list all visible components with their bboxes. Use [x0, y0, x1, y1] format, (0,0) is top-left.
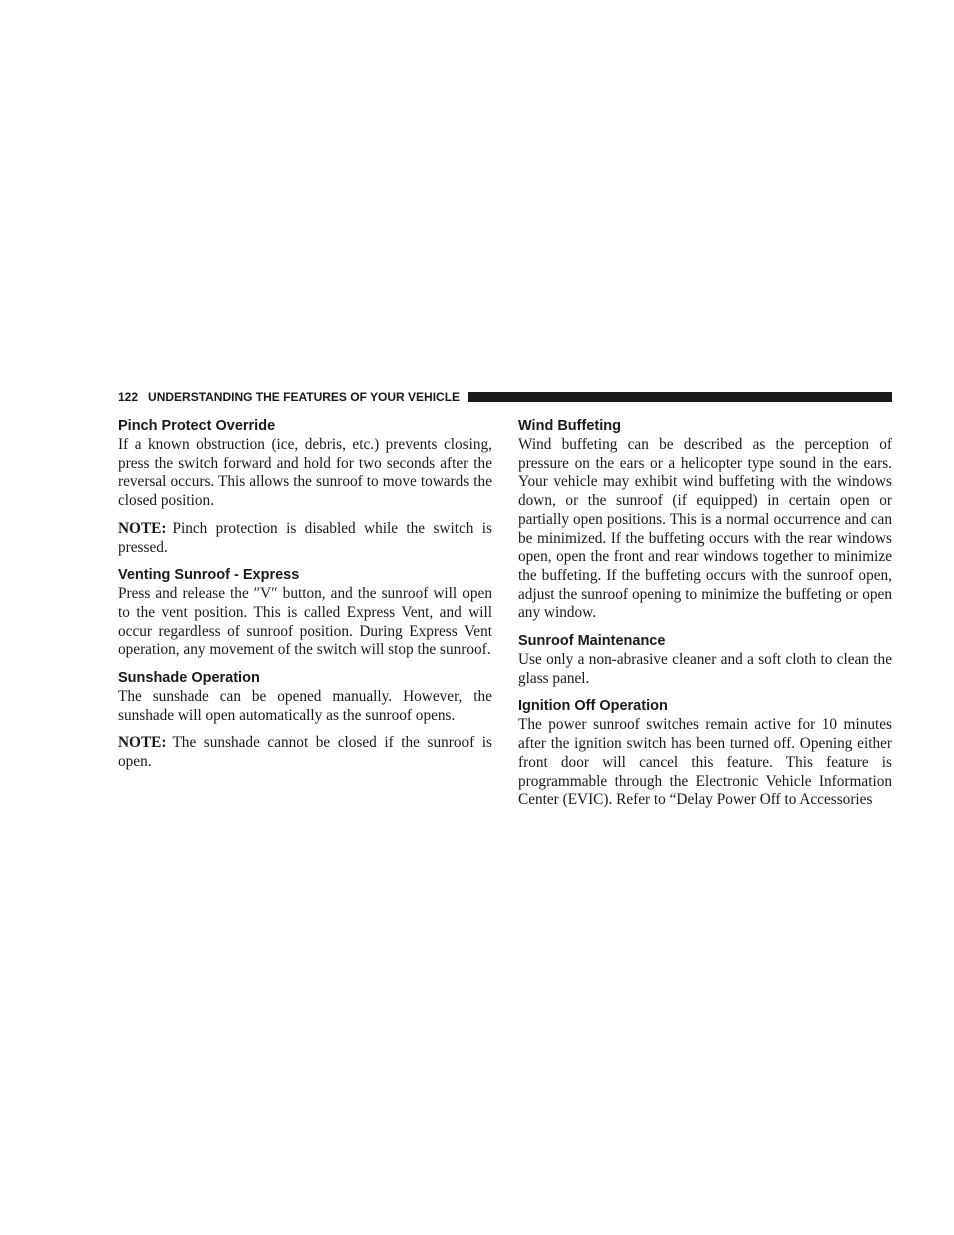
section-body: If a known obstruction (ice, debris, etc.) prevents closing, press the switch forward and hold for two seconds after the reversal occurs. This allows the sunroof to move towards the closed position. [118, 436, 492, 510]
right-column [518, 417, 892, 810]
header-rule [468, 392, 892, 402]
section-heading: Sunroof Maintenance [518, 633, 666, 650]
section-heading: Venting Sunroof - Express [118, 567, 300, 584]
section-body: The power sunroof switches remain active for 10 minutes after the ignition switch has been turned off. Opening either front door will cancel this feature. This feature is programmable through the Electronic Vehicle Information Center (EVIC). Refer to “Delay Power Off to Accessories [518, 716, 892, 809]
section-heading: Wind Buffeting [518, 418, 621, 434]
page-header [118, 390, 892, 404]
section-body: Wind buffeting can be described as the perception of pressure on the ears or a helicopter type sound in the ears. Your vehicle may exhibit wind buffeting with the windows down, or the sunroof (if equipped) in certain open or partially open positions. This is a normal occurrence and can be minimized. If the buffeting occurs with the rear windows open, open the front and rear windows together to minimize the buffeting. If the buffeting occurs with the sunroof open, adjust the sunroof opening to minimize the buffeting or open any window. [518, 436, 892, 622]
left-column [118, 417, 492, 772]
note-label: NOTE: [118, 734, 167, 752]
note-paragraph [118, 734, 492, 771]
note-label: NOTE: [118, 519, 167, 537]
page-number: 122 [118, 390, 139, 404]
section-wind-buffeting [518, 417, 892, 623]
section-body: Use only a non-abrasive cleaner and a soft cloth to clean the glass panel. [518, 651, 892, 687]
note-text: The sunshade cannot be closed if the sunroof is open. [118, 734, 492, 771]
note-text: Pinch protection is disabled while the switch is pressed. [118, 519, 492, 556]
section-venting-sunroof-express [118, 566, 492, 660]
section-heading: Sunshade Operation [118, 670, 260, 687]
section-heading: Ignition Off Operation [518, 698, 668, 715]
chapter-title: UNDERSTANDING THE FEATURES OF YOUR VEHICLE [148, 390, 461, 404]
section-sunshade-operation [118, 669, 492, 772]
section-ignition-off-operation [518, 697, 892, 810]
note-paragraph [118, 520, 492, 557]
section-body: Press and release the ″V″ button, and the sunroof will open to the vent position. This is called Express Vent, and will occur regardless of sunroof position. During Express Vent operation, any movement of the switch will stop the sunroof. [118, 585, 492, 659]
section-body: The sunshade can be opened manually. However, the sunshade will open automatically as the sunroof opens. [118, 688, 492, 724]
section-pinch-protect-override [118, 417, 492, 557]
section-heading: Pinch Protect Override [118, 418, 276, 434]
section-sunroof-maintenance [518, 632, 892, 688]
